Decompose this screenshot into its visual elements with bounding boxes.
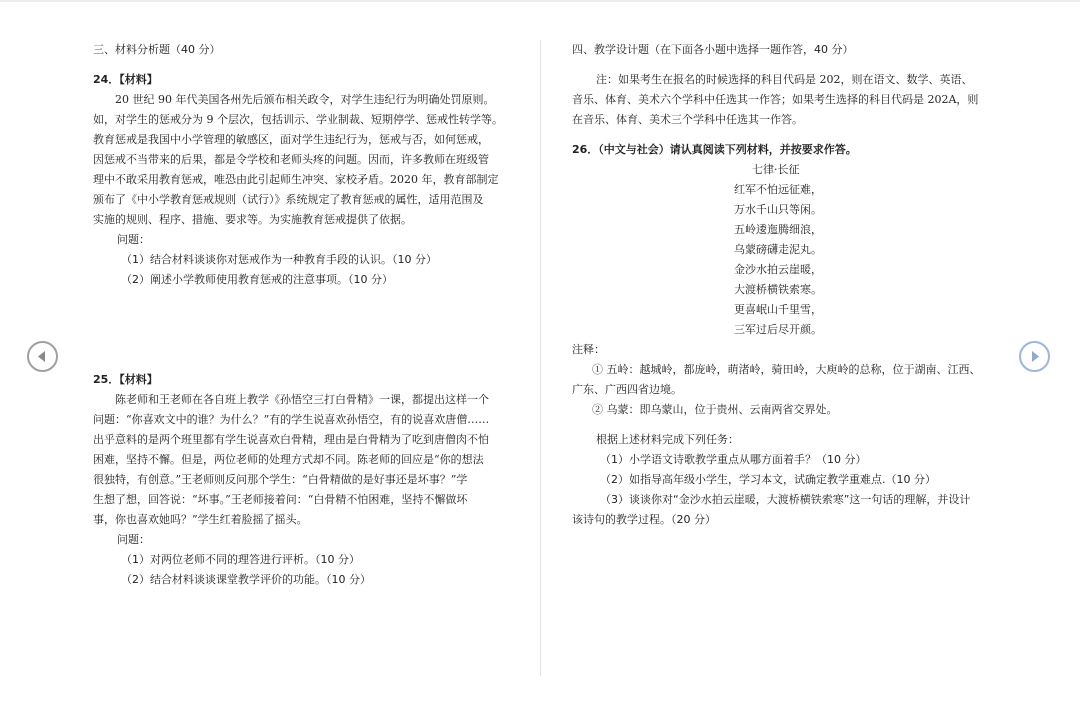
- chevron-right-icon: [1021, 343, 1048, 370]
- task-3: （3）谈谈你对“金沙水拍云崖暖，大渡桥横铁索寒”这一句话的理解，并设计: [600, 493, 971, 506]
- q25-line: 陈老师和王老师在各自班上教学《孙悟空三打白骨精》一课，都提出这样一个: [115, 393, 489, 406]
- q24-line: 理中不敢采用教育惩戒，唯恐由此引起师生冲突、家校矛盾。2020 年，教育部制定: [93, 173, 499, 186]
- q26-number: 26．（中文与社会）请认真阅读下列材料，并按要求作答。: [572, 143, 857, 156]
- section-title-material-analysis: 三、材料分析题（40 分）: [93, 43, 221, 56]
- q25-line: 生想了想，回答说：“坏事。”王老师接着问：“白骨精不怕困难，坚持不懈做坏: [93, 493, 468, 506]
- q25-line: 事，你也喜欢她吗？”学生红着脸摇了摇头。: [93, 513, 308, 526]
- q24-question-label: 问题：: [117, 233, 150, 246]
- next-page-button[interactable]: [1019, 341, 1050, 372]
- q25-question-label: 问题：: [117, 533, 150, 546]
- q24-question-1: （1）结合材料谈谈你对惩戒作为一种教育手段的认识。（10 分）: [121, 253, 437, 266]
- note-2: ② 乌蒙：即乌蒙山，位于贵州、云南两省交界处。: [592, 403, 838, 416]
- note-line: 在音乐、体育、美术三个学科中任选其一作答。: [572, 113, 803, 126]
- poem-line: 金沙水拍云崖暖，: [734, 263, 822, 276]
- poem-line: 三军过后尽开颜。: [734, 323, 822, 336]
- q24-line: 因惩戒不当带来的后果，都是令学校和老师头疼的问题。因而，许多教师在班级管: [93, 153, 489, 166]
- q24-material: [93, 90, 513, 230]
- poem-line: 大渡桥横铁索寒。: [734, 283, 822, 296]
- q24-question-2: （2）阐述小学教师使用教育惩戒的注意事项。（10 分）: [121, 273, 393, 286]
- notes-label: 注释：: [572, 343, 605, 356]
- poem: [572, 180, 992, 340]
- q25-question-2: （2）结合材料谈谈课堂教学评价的功能。（10 分）: [121, 573, 371, 586]
- note-1: ① 五岭：越城岭，都庞岭，萌渚岭，骑田岭，大庾岭的总称，位于湖南、江西、: [592, 363, 981, 376]
- poem-title: 七律·长征: [752, 163, 800, 176]
- page-divider: [540, 40, 541, 676]
- q25-line: 困难，坚持不懈。但是，两位老师的处理方式却不同。陈老师的回应是“你的想法: [93, 453, 484, 466]
- right-page: [572, 40, 992, 530]
- task-1: （1）小学语文诗歌教学重点从哪方面着手？（10 分）: [600, 453, 867, 466]
- note-1-cont: 广东、广西四省边境。: [572, 383, 682, 396]
- poem-line: 更喜岷山千里雪，: [734, 303, 822, 316]
- q25-line: 问题：“你喜欢文中的谁？为什么？”有的学生说喜欢孙悟空，有的说喜欢唐僧……: [93, 413, 490, 426]
- exam-note: [572, 70, 992, 130]
- q24-line: 20 世纪 90 年代美国各州先后颁布相关政令，对学生违纪行为明确处罚原则。: [115, 93, 495, 106]
- q25-question-1: （1）对两位老师不同的理答进行评析。（10 分）: [121, 553, 360, 566]
- q24-line: 实施的规则、程序、措施、要求等。为实施教育惩戒提供了依据。: [93, 213, 412, 226]
- q25-line: 出乎意料的是两个班里都有学生说喜欢白骨精，理由是白骨精为了吃到唐僧肉不怕: [93, 433, 489, 446]
- q25-number: 25．【材料】: [93, 373, 158, 386]
- task-3-cont: 该诗句的教学过程。（20 分）: [572, 513, 716, 526]
- q24-line: 颁布了《中小学教育惩戒规则（试行）》系统规定了教育惩戒的属性，适用范围及: [93, 193, 484, 206]
- task-2: （2）如指导高年级小学生，学习本文，试确定教学重难点.（10 分）: [600, 473, 936, 486]
- q25-material: [93, 390, 513, 530]
- poem-line: 红军不怕远征难，: [734, 183, 822, 196]
- task-label: 根据上述材料完成下列任务：: [596, 433, 739, 446]
- q24-line: 如，对学生的惩戒分为 9 个层次，包括训示、学业制裁、短期停学、惩戒性转学等。: [93, 113, 503, 126]
- note-line: 音乐、体育、美术六个学科中任选其一作答；如果考生选择的科目代码是 202A，则: [572, 93, 979, 106]
- q25-line: 很独特，有创意。”王老师则反问那个学生：“白骨精做的是好事还是坏事？”学: [93, 473, 468, 486]
- chevron-left-icon: [29, 343, 56, 370]
- poem-line: 乌蒙磅礴走泥丸。: [734, 243, 822, 256]
- top-border: [0, 0, 1080, 2]
- section-title-teaching-design: 四、教学设计题（在下面各小题中选择一题作答，40 分）: [572, 43, 854, 56]
- previous-page-button[interactable]: [27, 341, 58, 372]
- poem-notes: [572, 360, 992, 420]
- poem-line: 万水千山只等闲。: [734, 203, 822, 216]
- note-line: 注：如果考生在报名的时候选择的科目代码是 202，则在语文、数学、英语、: [596, 73, 973, 86]
- left-page: [93, 40, 513, 590]
- q24-line: 教育惩戒是我国中小学管理的敏感区，面对学生违纪行为，惩戒与否，如何惩戒，: [93, 133, 489, 146]
- q24-number: 24．【材料】: [93, 73, 158, 86]
- poem-line: 五岭逶迤腾细浪，: [734, 223, 822, 236]
